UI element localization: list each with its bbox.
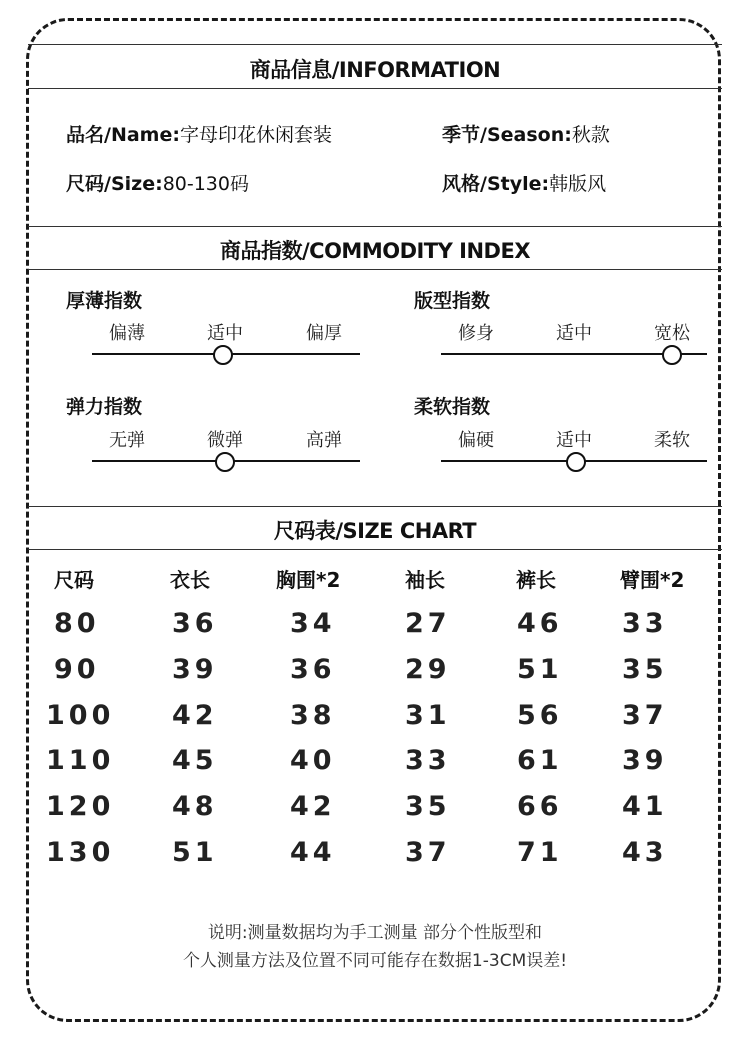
table-cell: 27 [405, 608, 451, 639]
table-cell: 100 [46, 700, 115, 731]
style-value: 韩版风 [549, 173, 607, 195]
size-label: 尺码/Size: [66, 173, 163, 195]
divider [28, 269, 722, 270]
table-cell: 29 [405, 654, 451, 685]
table-cell: 36 [290, 654, 336, 685]
table-cell: 71 [517, 837, 563, 868]
table-cell: 37 [622, 700, 668, 731]
table-cell: 45 [172, 745, 218, 776]
softness-label-3: 柔软 [654, 430, 690, 451]
size-column-header: 尺码 [54, 568, 94, 592]
table-cell: 42 [172, 700, 218, 731]
table-cell: 40 [290, 745, 336, 776]
season-label: 季节/Season: [442, 124, 572, 146]
softness-label-2: 适中 [556, 430, 592, 451]
table-cell: 36 [172, 608, 218, 639]
style-field [442, 169, 606, 196]
table-cell: 39 [172, 654, 218, 685]
table-cell: 38 [290, 700, 336, 731]
divider [28, 88, 722, 89]
elasticity-label-3: 高弹 [306, 430, 342, 451]
fit-label-2: 适中 [556, 323, 592, 344]
fit-label-1: 修身 [458, 323, 494, 344]
chest-column-header: 胸围*2 [276, 568, 341, 592]
table-cell: 48 [172, 791, 218, 822]
softness-indicator [566, 452, 586, 472]
thickness-label-1: 偏薄 [109, 323, 145, 344]
table-cell: 56 [517, 700, 563, 731]
elasticity-indicator [215, 452, 235, 472]
arm-column-header: 臂围*2 [620, 568, 685, 592]
size-chart-title: 尺码表/SIZE CHART [273, 519, 477, 543]
table-cell: 41 [622, 791, 668, 822]
thickness-indicator [213, 345, 233, 365]
elasticity-index-title: 弹力指数 [66, 396, 143, 418]
fit-label-3: 宽松 [654, 323, 690, 344]
divider [28, 44, 722, 45]
table-cell: 51 [517, 654, 563, 685]
table-cell: 66 [517, 791, 563, 822]
pants-column-header: 裤长 [516, 568, 556, 592]
table-cell: 120 [46, 791, 115, 822]
table-cell: 33 [405, 745, 451, 776]
table-cell: 31 [405, 700, 451, 731]
softness-label-1: 偏硬 [458, 430, 494, 451]
table-cell: 130 [46, 837, 115, 868]
table-cell: 51 [172, 837, 218, 868]
measurement-note-line-1: 说明:测量数据均为手工测量 部分个性版型和 [207, 923, 543, 943]
name-field [66, 120, 332, 147]
size-field [66, 169, 249, 196]
table-cell: 35 [622, 654, 668, 685]
fit-indicator [662, 345, 682, 365]
table-cell: 61 [517, 745, 563, 776]
elasticity-label-2: 微弹 [207, 430, 243, 451]
table-cell: 37 [405, 837, 451, 868]
table-cell: 33 [622, 608, 668, 639]
table-cell: 80 [54, 608, 100, 639]
table-cell: 110 [46, 745, 115, 776]
divider [28, 506, 722, 507]
fit-index-title: 版型指数 [414, 290, 491, 312]
measurement-note-line-2: 个人测量方法及位置不同可能存在数据1-3CM误差! [182, 951, 568, 971]
season-field [442, 120, 610, 147]
size-value: 80-130码 [162, 173, 249, 195]
thickness-label-3: 偏厚 [306, 323, 342, 344]
table-cell: 34 [290, 608, 336, 639]
softness-index-title: 柔软指数 [414, 396, 491, 418]
table-cell: 39 [622, 745, 668, 776]
style-label: 风格/Style: [442, 173, 550, 195]
commodity-index-title: 商品指数/COMMODITY INDEX [219, 239, 531, 263]
table-cell: 43 [622, 837, 668, 868]
name-value: 字母印花休闲套装 [179, 124, 332, 146]
information-title: 商品信息/INFORMATION [249, 58, 501, 82]
table-cell: 44 [290, 837, 336, 868]
table-cell: 42 [290, 791, 336, 822]
season-value: 秋款 [571, 124, 610, 146]
sleeve-column-header: 袖长 [405, 568, 445, 592]
divider [28, 226, 722, 227]
thickness-index-title: 厚薄指数 [66, 290, 143, 312]
name-label: 品名/Name: [66, 124, 180, 146]
divider [28, 549, 722, 550]
table-cell: 35 [405, 791, 451, 822]
length-column-header: 衣长 [170, 568, 210, 592]
elasticity-label-1: 无弹 [109, 430, 145, 451]
table-cell: 46 [517, 608, 563, 639]
thickness-label-2: 适中 [207, 323, 243, 344]
table-cell: 90 [54, 654, 100, 685]
